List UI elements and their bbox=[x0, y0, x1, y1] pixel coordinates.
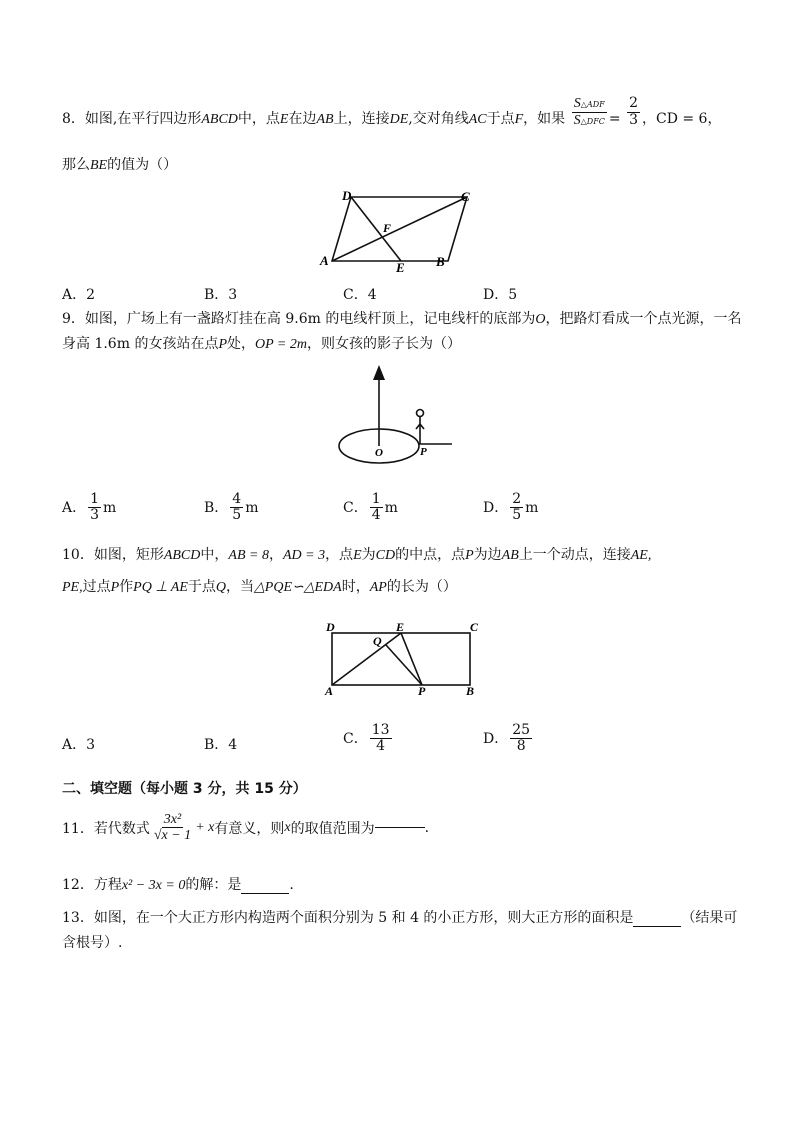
label-c: C bbox=[461, 189, 470, 204]
label-c: C bbox=[470, 620, 479, 634]
q12: 12．方程x² − 3x = 0的解：是 . bbox=[62, 877, 294, 893]
label-b: B bbox=[436, 254, 445, 269]
label-f: F bbox=[383, 221, 392, 235]
q9-line1: 9．如图，广场上有一盏路灯挂在高 9.6m 的电线杆顶上，记电线杆的底部为O，把路灯看成一个点光源，一名 bbox=[62, 311, 742, 327]
q13-line2: 含根号）. bbox=[62, 935, 123, 951]
girl-head bbox=[417, 410, 424, 417]
q10-line2: PE,过点P作PQ ⊥ AE于点Q，当△PQE∽△EDA时，AP的长为（） bbox=[62, 579, 457, 595]
q11: 11．若代数式 $\frac{\text{3x²}}{√x - 1}$ + x有意义，则x的取值范围为 . bbox=[62, 812, 430, 844]
q8-option-a[interactable]: A．2 bbox=[62, 287, 96, 303]
q8-option-c[interactable]: C．4 bbox=[343, 287, 377, 303]
q9-option-c[interactable]: C． $\frac{1}{4}$ m bbox=[343, 491, 398, 524]
q10-rectangle-figure bbox=[320, 618, 490, 698]
q10-option-d[interactable]: D． $\frac{25}{8}$ bbox=[483, 722, 531, 755]
label-d: D bbox=[342, 188, 352, 203]
rectangle-abcd bbox=[332, 633, 470, 685]
section-2-title: 二、填空题（每小题 3 分，共 15 分） bbox=[62, 781, 307, 797]
label-q: Q bbox=[373, 634, 382, 648]
q9-lamp-figure bbox=[330, 360, 460, 470]
label-e: E bbox=[396, 260, 405, 275]
q12-answer-blank[interactable] bbox=[241, 877, 289, 894]
label-d: D bbox=[326, 620, 335, 634]
label-a: A bbox=[320, 253, 329, 268]
q11-fraction: $\frac{\text{3x²}}{√x - 1}$ bbox=[153, 812, 192, 844]
diagonal-ac bbox=[332, 197, 467, 261]
q8-parallelogram-figure bbox=[310, 186, 490, 276]
segment-pe bbox=[401, 633, 422, 685]
q13-line1: 13．如图，在一个大正方形内构造两个面积分别为 5 和 4 的小正方形，则大正方形的面积是 （结果可 bbox=[62, 910, 738, 926]
ratio-two-thirds: $\frac{2}{3}$ bbox=[629, 95, 638, 128]
q8-option-d[interactable]: D．5 bbox=[483, 287, 518, 303]
segment-ae bbox=[332, 633, 401, 685]
q10-option-a[interactable]: A．3 bbox=[62, 737, 96, 753]
q10-option-c[interactable]: C． $\frac{13}{4}$ bbox=[343, 722, 390, 755]
pole-arrow-icon bbox=[373, 365, 385, 380]
q11-answer-blank[interactable] bbox=[375, 827, 425, 828]
area-ratio-fraction: $\frac{\text{S△ADF}}{\text{S△DFC}}$ bbox=[573, 96, 605, 128]
label-o: O bbox=[375, 447, 383, 459]
q10-option-b[interactable]: B．4 bbox=[204, 737, 238, 753]
q8-line1: 8．如图,在平行四边形ABCD中，点E在边AB上，连接DE,交对角线AC于点F，如果 $\frac{\text{S△ADF}}{\text{S△DFC}}$ = $\frac{2}{3}$ ，CD = 6， bbox=[62, 95, 722, 128]
label-p: P bbox=[418, 684, 426, 698]
label-p: P bbox=[420, 446, 427, 458]
q8-option-b[interactable]: B．3 bbox=[204, 287, 238, 303]
segment-de bbox=[351, 197, 401, 261]
label-a: A bbox=[325, 684, 334, 698]
label-b: B bbox=[466, 684, 475, 698]
q10-line1: 10．如图，矩形ABCD中，AB = 8，AD = 3，点E为CD的中点，点P为边AB上一个动点，连接AE, bbox=[62, 547, 652, 563]
q8-line2: 那么BE的值为（） bbox=[62, 157, 178, 173]
q9-option-b[interactable]: B． $\frac{4}{5}$ m bbox=[204, 491, 259, 524]
segment-pq bbox=[386, 645, 422, 685]
q9-option-d[interactable]: D． $\frac{2}{5}$ m bbox=[483, 491, 539, 524]
label-e: E bbox=[396, 620, 405, 634]
q13-answer-blank[interactable] bbox=[633, 910, 681, 927]
q9-option-a[interactable]: A． $\frac{1}{3}$ m bbox=[62, 491, 117, 524]
q9-line2: 身高 1.6m 的女孩站在点P处，OP = 2m，则女孩的影子长为（） bbox=[62, 336, 461, 352]
